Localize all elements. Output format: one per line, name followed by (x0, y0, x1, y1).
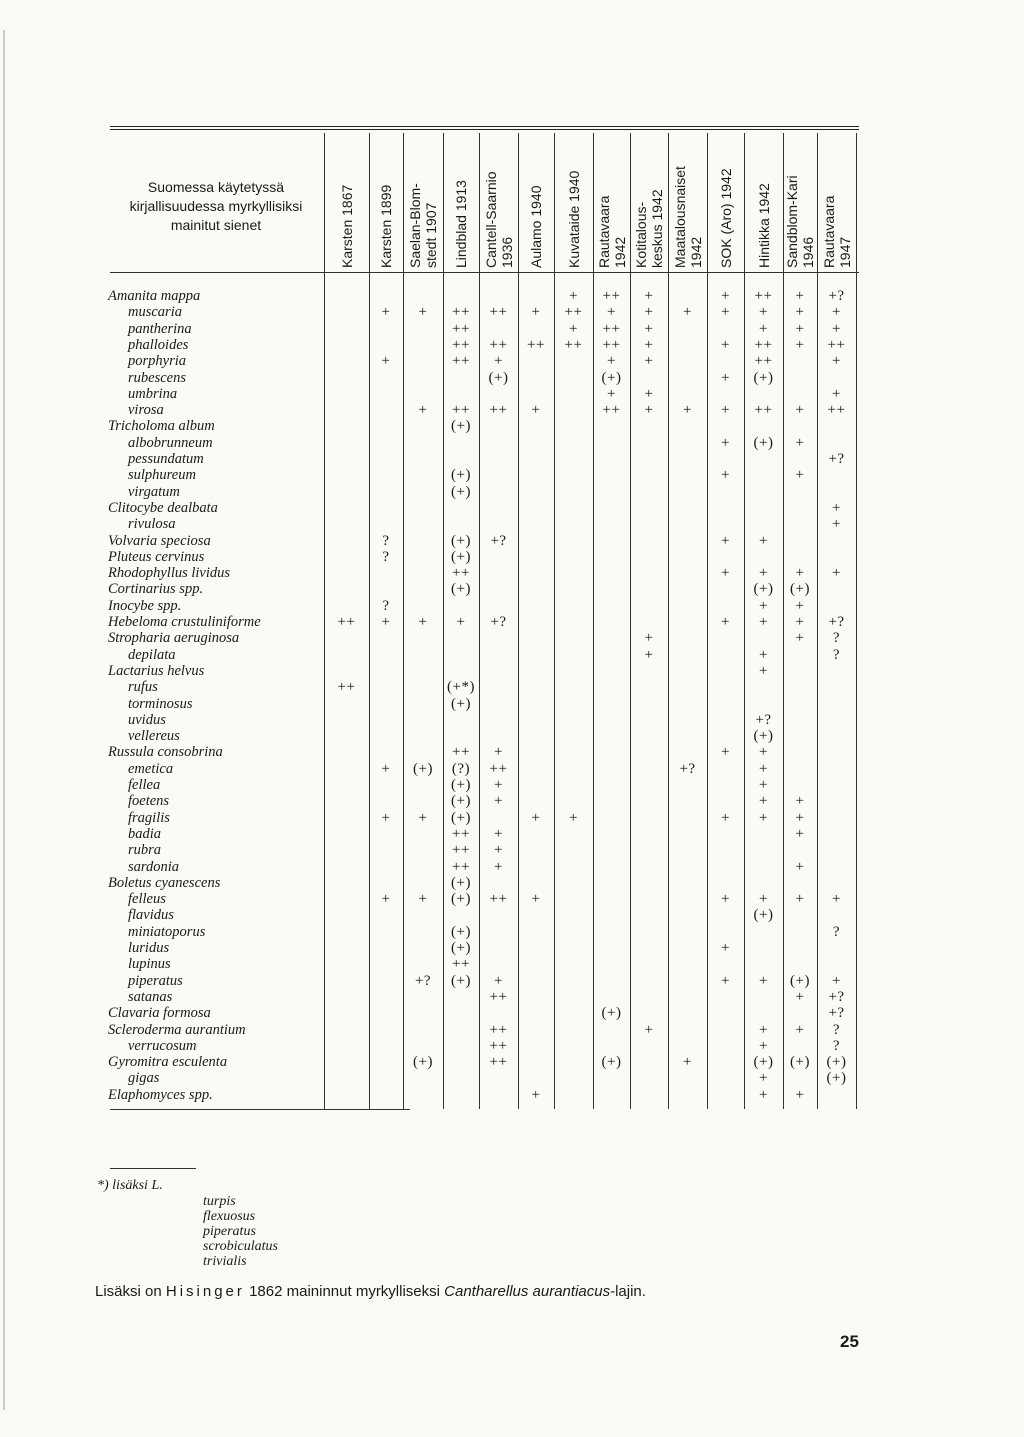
column-header-line: Saelan-Blom- (407, 183, 423, 268)
table-cell: ? (832, 1021, 841, 1038)
table-cell: (+) (753, 728, 774, 745)
table-cell: (+) (790, 1054, 810, 1071)
table-cell: ++ (754, 288, 773, 304)
row-label: umbrina (128, 385, 178, 402)
table-cell: + (569, 320, 578, 337)
table-cell: (+) (451, 695, 471, 712)
sentence-middle: 1862 maininnut myrkylliseksi (249, 1283, 440, 1300)
table-cell: + (721, 972, 730, 989)
table-cell: + (795, 434, 805, 451)
table-cell: ++ (452, 304, 470, 321)
row-label: virgatum (128, 483, 180, 500)
table-cell: ++ (489, 336, 508, 353)
table-cell: ++ (452, 402, 470, 419)
table-cell: + (721, 402, 730, 419)
table-cell: + (683, 1054, 692, 1071)
table-cell: (+) (753, 369, 774, 386)
footnote-lead-text: lisäksi L. (112, 1178, 163, 1193)
row-label: sulphureum (128, 467, 196, 484)
table-cell: + (759, 1021, 768, 1038)
footnote-rule (110, 1168, 196, 1169)
table-cell: + (644, 336, 654, 353)
sentence-start: Lisäksi on (95, 1283, 162, 1300)
table-cell: + (644, 1021, 654, 1038)
row-label: Rhodophyllus lividus (108, 565, 231, 582)
table-cell: + (644, 320, 654, 337)
species-name: Cantharellus aurantiacus (444, 1283, 611, 1300)
table-cell: + (494, 842, 503, 859)
table-cell: + (494, 858, 503, 875)
table-cell: +? (828, 988, 845, 1005)
table-cell: (+) (790, 972, 810, 989)
row-label: uvidus (128, 711, 166, 728)
row-label: Volvaria speciosa (108, 532, 211, 549)
table-cell: + (832, 385, 841, 402)
column-header-line: 1942 (687, 236, 704, 268)
row-label: Amanita mappa (108, 288, 201, 304)
column-header-line: Kotitalous- (633, 201, 649, 268)
table-cell: + (795, 891, 805, 908)
column-divider (554, 133, 555, 1109)
row-label: torminosus (128, 695, 193, 712)
table-cell: ++ (452, 858, 470, 875)
row-label: Boletus cyanescens (108, 874, 221, 891)
table-cell: + (759, 1070, 768, 1087)
row-label: badia (128, 825, 162, 842)
table-cell: (+) (451, 532, 471, 549)
table-cell: + (644, 353, 654, 370)
table-cell: + (381, 891, 391, 908)
table-cell: (+) (451, 483, 471, 500)
table-cell: ++ (527, 336, 545, 353)
table-cell: (+) (413, 760, 433, 777)
column-divider (518, 133, 519, 1109)
column-header-line: Rautavaara (820, 195, 837, 268)
table-cell: ++ (489, 988, 508, 1005)
table-cell: + (569, 809, 578, 826)
table-cell: + (759, 662, 768, 679)
table-cell: + (721, 744, 730, 761)
table-cell: (+) (826, 1070, 847, 1087)
table-cell: + (418, 614, 428, 630)
table-cell: ? (832, 646, 841, 663)
column-header-line: 1946 (800, 236, 816, 268)
table-cell: + (759, 614, 768, 630)
table-cell: + (795, 988, 805, 1005)
table-cell: +? (755, 711, 772, 728)
table-cell: (+) (488, 369, 509, 386)
row-label: rubescens (128, 369, 186, 386)
table-cell: + (418, 891, 428, 908)
footnote-item: flexuosus (203, 1209, 256, 1224)
column-divider (668, 133, 669, 1109)
table-cell: (+) (451, 923, 471, 940)
table-bottom-rule (110, 1109, 410, 1110)
table-cell: (+) (451, 548, 471, 565)
row-label: sardonia (128, 858, 180, 875)
table-cell: ++ (452, 320, 470, 337)
row-label: Pluteus cervinus (108, 548, 205, 565)
table-cell: + (721, 369, 730, 386)
row-label: Tricholoma album (108, 418, 215, 435)
table-cell: + (531, 809, 541, 826)
table-cell: (+) (826, 1054, 847, 1071)
table-cell: + (569, 288, 578, 304)
table-cell: ++ (452, 744, 470, 761)
row-label: depilata (128, 646, 176, 663)
row-label: Hebeloma crustuliniforme (108, 614, 261, 630)
table-cell: (+) (451, 793, 471, 810)
table-cell: + (721, 532, 730, 549)
table-cell: (+) (601, 369, 622, 386)
table-cell: + (494, 777, 503, 793)
table-title (110, 178, 322, 235)
table-cell: (+) (451, 418, 471, 435)
table-cell: + (607, 304, 616, 321)
table-cell: + (721, 304, 730, 321)
row-label: porphyria (128, 353, 186, 370)
table-cell: + (721, 809, 730, 826)
table-cell: ++ (754, 353, 773, 370)
row-label: Clavaria formosa (108, 1005, 211, 1022)
table-cell: (+) (753, 434, 774, 451)
table-cell: (+) (753, 581, 774, 598)
table-cell: + (721, 434, 730, 451)
table-cell: + (832, 353, 841, 370)
column-header-line: Cantell-Saarnio (482, 171, 499, 268)
top-rule-double (110, 129, 859, 130)
row-label: satanas (128, 988, 173, 1005)
table-cell: + (832, 304, 841, 321)
row-label: emetica (128, 760, 174, 777)
table-cell: ? (382, 532, 390, 549)
table-cell: + (795, 809, 805, 826)
table-cell: + (795, 825, 805, 842)
row-label: rufus (128, 679, 158, 696)
table-cell: ? (382, 548, 390, 565)
table-cell: + (721, 467, 730, 484)
table-cell: ++ (452, 842, 470, 859)
row-label: luridus (128, 940, 170, 956)
table-cell: + (494, 972, 503, 989)
row-label: Lactarius helvus (108, 662, 205, 679)
table-cell: + (531, 402, 541, 419)
row-label: gigas (128, 1070, 160, 1087)
column-header-line: SOK (Aro) 1942 (717, 168, 734, 268)
table-cell: ++ (489, 760, 508, 777)
row-label: Russula consobrina (108, 744, 223, 761)
table-cell: + (721, 940, 730, 956)
table-cell: + (531, 304, 541, 321)
table-cell: ++ (602, 402, 621, 419)
table-cell: (+) (790, 581, 810, 598)
table-cell: +? (828, 288, 845, 304)
table-cell: + (795, 614, 805, 630)
table-cell: (+) (413, 1054, 433, 1071)
table-cell: + (607, 353, 616, 370)
row-label: albobrunneum (128, 434, 213, 451)
table-cell: ++ (452, 336, 470, 353)
table-cell: + (418, 304, 428, 321)
row-label: Inocybe spp. (108, 597, 182, 614)
table-cell: + (381, 760, 391, 777)
table-cell: + (644, 385, 654, 402)
column-header-line: 1942 (611, 236, 628, 268)
table-cell: + (759, 646, 768, 663)
table-cell: + (381, 809, 391, 826)
table-cell: + (494, 353, 503, 370)
table-cell: + (759, 597, 768, 614)
row-label: virosa (128, 402, 164, 419)
table-cell: + (795, 402, 805, 419)
table-cell: ++ (754, 402, 773, 419)
table-cell: + (381, 614, 391, 630)
table-cell: + (418, 402, 428, 419)
footnote-item: scrobiculatus (203, 1239, 278, 1254)
table-cell: + (759, 809, 768, 826)
sentence-end: -lajin. (610, 1283, 646, 1300)
table-cell: (+*) (447, 679, 475, 696)
table-cell: +? (414, 972, 432, 989)
table-cell: + (721, 891, 730, 908)
column-header-line: Rautavaara (595, 195, 612, 268)
row-label: flavidus (128, 907, 174, 924)
table-cell: (+) (601, 1005, 622, 1022)
row-label: verrucosum (128, 1037, 197, 1054)
table-cell: ++ (827, 402, 846, 419)
row-label: felleus (128, 891, 166, 908)
header-divider (110, 272, 859, 273)
column-header-line: 1936 (498, 236, 515, 268)
table-cell: +? (490, 614, 507, 630)
row-label: rivulosa (128, 516, 176, 533)
row-label: Stropharia aeruginosa (108, 630, 240, 647)
table-cell: + (795, 1086, 805, 1103)
table-cell: ++ (489, 402, 508, 419)
table-cell: + (759, 320, 768, 337)
top-rule (110, 126, 859, 127)
table-cell: ++ (452, 353, 470, 370)
column-divider (630, 133, 631, 1109)
table-cell: (+) (451, 891, 471, 908)
table-cell: + (494, 825, 503, 842)
table-cell: ++ (827, 336, 846, 353)
table-cell: +? (828, 1005, 845, 1022)
footnote-item: piperatus (203, 1224, 256, 1239)
table-cell: (+) (451, 777, 471, 793)
table-cell: ++ (452, 956, 470, 973)
table-cell: (+) (601, 1054, 622, 1071)
table-cell: +? (828, 451, 845, 467)
table-cell: + (494, 744, 503, 761)
row-label: piperatus (128, 972, 183, 989)
table-cell: + (644, 630, 654, 647)
column-header-line: Sandblom-Kari (784, 175, 800, 268)
table-cell: ++ (337, 614, 356, 630)
column-header-line: Lindblad 1913 (453, 180, 469, 268)
table-cell: ++ (489, 1021, 508, 1038)
row-label: Scleroderma aurantium (108, 1021, 246, 1038)
table-cell: + (721, 565, 730, 582)
table-cell: +? (490, 532, 507, 549)
table-cell: + (795, 336, 805, 353)
table-cell: + (607, 385, 616, 402)
table-cell: + (456, 614, 466, 630)
column-header-line: Hintikka 1942 (755, 183, 772, 268)
table-cell: + (795, 793, 805, 810)
row-label: pessundatum (128, 451, 204, 467)
row-label: Gyromitra esculenta (108, 1054, 228, 1071)
table-cell: + (795, 858, 805, 875)
table-cell: ++ (602, 320, 621, 337)
page-number: 25 (840, 1332, 859, 1351)
column-header-line: stedt 1907 (423, 202, 439, 268)
table-cell: ? (832, 1037, 841, 1054)
table-cell: + (759, 304, 768, 321)
table-cell: + (721, 614, 730, 630)
table-cell: + (759, 891, 768, 908)
column-header-line: Maatalousnaiset (671, 166, 688, 268)
table-cell: + (759, 744, 768, 761)
table-cell: + (381, 353, 391, 370)
table-cell: ++ (489, 1037, 508, 1054)
table-cell: (+) (451, 467, 471, 484)
row-label: vellereus (128, 728, 180, 745)
table-cell: + (494, 793, 503, 810)
row-label: rubra (128, 842, 162, 859)
table-cell: + (759, 532, 768, 549)
author-name: Hisinger (165, 1283, 245, 1300)
footnote-list (203, 1194, 278, 1269)
closing-sentence (95, 1283, 646, 1300)
column-header-line: keskus 1942 (649, 189, 665, 268)
footnote-marker: *) (97, 1178, 109, 1193)
row-label: pantherina (128, 320, 192, 337)
table-cell: + (531, 891, 541, 908)
row-label: lupinus (128, 956, 171, 973)
table-cell: + (832, 516, 841, 533)
column-header-line: Karsten 1899 (378, 184, 394, 268)
footnote-lead (97, 1178, 163, 1193)
table-cell: ++ (489, 1054, 508, 1071)
table-cell: + (795, 565, 805, 582)
table-cell: + (644, 288, 654, 304)
row-label: miniatoporus (128, 923, 206, 940)
table-cell: + (721, 336, 730, 353)
table-cell: (?) (451, 760, 471, 777)
table-cell: ? (382, 597, 390, 614)
scan-edge (3, 30, 5, 1410)
title-line: Suomessa käytetyssä (147, 179, 285, 195)
table-cell: ++ (489, 304, 508, 321)
table-cell: (+) (451, 809, 471, 826)
table-cell: + (418, 809, 428, 826)
table-cell: (+) (451, 581, 471, 598)
table-cell: (+) (753, 907, 774, 924)
row-label: foetens (128, 793, 170, 810)
table-cell: ++ (564, 336, 583, 353)
table-cell: + (759, 777, 768, 793)
table-cell: ++ (602, 288, 621, 304)
table-cell: (+) (753, 1054, 774, 1071)
table-cell: + (759, 760, 768, 777)
table-cell: + (721, 288, 730, 304)
table-cell: ++ (452, 565, 470, 582)
table-cell: ++ (337, 679, 356, 696)
table-cell: (+) (451, 874, 471, 891)
table-cell: + (759, 1086, 768, 1103)
table-cell: + (683, 402, 692, 419)
table-cell: + (531, 1086, 541, 1103)
column-divider (856, 133, 857, 1109)
table-cell: + (795, 320, 805, 337)
table-cell: + (759, 972, 768, 989)
title-line: mainitut sienet (170, 217, 262, 233)
table-cell: + (795, 304, 805, 321)
table-cell: + (644, 646, 654, 663)
column-header-line: 1947 (836, 236, 853, 268)
column-header-line: Kuvataide 1940 (565, 170, 582, 268)
table-cell: +? (828, 614, 845, 630)
footnote-item: trivialis (203, 1254, 247, 1269)
table-cell: ? (832, 923, 841, 940)
table-cell: + (832, 972, 841, 989)
row-label: Elaphomyces spp. (108, 1086, 213, 1103)
table-cell: + (683, 304, 692, 321)
table-cell: (+) (451, 940, 471, 956)
table-cell: + (795, 597, 805, 614)
row-label: Cortinarius spp. (108, 581, 204, 598)
table-cell: +? (679, 760, 696, 777)
table-cell: + (832, 565, 841, 582)
table-cell: + (795, 1021, 805, 1038)
table-cell: + (795, 630, 805, 647)
footnote-item: turpis (203, 1194, 236, 1209)
table-cell: (+) (451, 972, 471, 989)
table-cell: + (795, 288, 805, 304)
title-line: kirjallisuudessa myrkyllisiksi (129, 198, 303, 214)
table-cell: ++ (452, 825, 470, 842)
row-label: Clitocybe dealbata (108, 499, 218, 516)
table-cell: + (644, 402, 654, 419)
row-label: fragilis (128, 809, 170, 826)
table-cell: + (832, 320, 841, 337)
column-header-line: Aulamo 1940 (528, 185, 544, 268)
column-divider (593, 133, 594, 1109)
table-cell: + (795, 467, 805, 484)
table-cell: ++ (602, 336, 621, 353)
table-cell: + (644, 304, 654, 321)
table-cell: + (759, 1037, 768, 1054)
row-label: fellea (128, 777, 161, 793)
column-header-line: Karsten 1867 (338, 184, 355, 268)
table-cell: ++ (564, 304, 583, 321)
table-cell: + (832, 499, 841, 516)
table-cell: + (381, 304, 391, 321)
table-cell: ? (832, 630, 841, 647)
row-label: muscaria (128, 304, 182, 321)
table-cell: + (832, 891, 841, 908)
table-cell: ++ (754, 336, 773, 353)
table-cell: + (759, 793, 768, 810)
table-cell: + (759, 565, 768, 582)
table-cell: ++ (489, 891, 508, 908)
row-label: phalloides (128, 336, 189, 353)
